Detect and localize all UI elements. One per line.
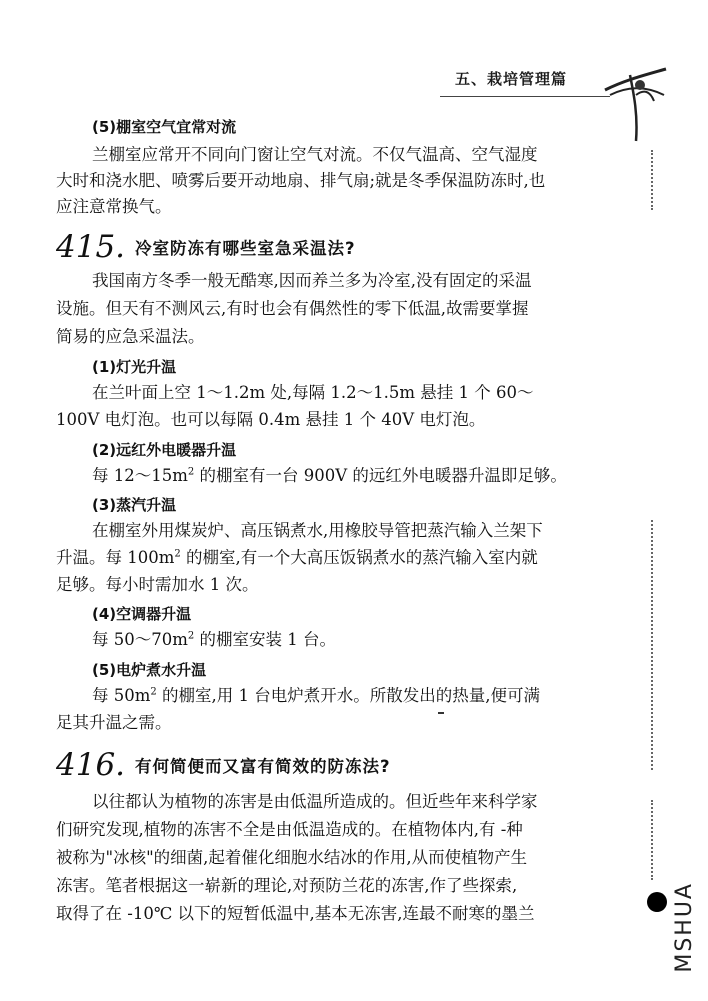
paragraph-line: 取得了在 -10℃ 以下的短暂低温中,基本无冻害,连最不耐寒的墨兰 [56, 904, 535, 923]
subheading: (2)远红外电暖器升温 [92, 441, 237, 459]
margin-dot [647, 892, 667, 912]
question-title: 有何简便而又富有简效的防冻法? [135, 757, 391, 776]
paragraph-line: 每 $50\sim 70m^2$ 的棚室安装 1 台。 [92, 630, 336, 649]
paragraph-line: 应注意常换气。 [56, 197, 172, 216]
subheading: (3)蒸汽升温 [92, 496, 177, 514]
subheading: (4)空调器升温 [92, 605, 192, 623]
question-heading [56, 747, 391, 781]
paragraph-line: 升温。每 $100m^2$ 的棚室,有一个大高压饭锅煮水的蒸汽输入室内就 [56, 548, 538, 567]
paragraph-line: 设施。但天有不测风云,有时也会有偶然性的零下低温,故需要掌握 [56, 299, 529, 318]
question-number: 416. [56, 747, 126, 783]
paragraph-line: 在棚室外用煤炭炉、高压锅煮水,用橡胶导管把蒸汽输入兰架下 [92, 521, 543, 540]
paragraph-line: 冻害。笔者根据这一崭新的理论,对预防兰花的冻害,作了些探索, [56, 876, 518, 895]
header-rule [440, 96, 610, 97]
paragraph-line: 们研究发现,植物的冻害不全是由低温造成的。在植物体内,有 -种 [56, 820, 523, 839]
margin-dotted-rule [651, 150, 653, 210]
paragraph-line: 被称为"冰核"的细菌,起着催化细胞水结冰的作用,从而使植物产生 [56, 848, 528, 867]
paragraph-line: 大时和浇水肥、喷雾后要开动地扇、排气扇;就是冬季保温防冻时,也 [56, 171, 546, 190]
subheading: (5)棚室空气宜常对流 [92, 118, 237, 136]
stray-mark [438, 712, 444, 714]
paragraph-line: 在兰叶面上空 1～1.2m 处,每隔 1.2～1.5m 悬挂 1 个 60～ [92, 383, 534, 402]
paragraph-line: 以往都认为植物的冻害是由低温所造成的。但近些年来科学家 [92, 792, 538, 811]
margin-dotted-rule [651, 520, 653, 770]
paragraph-line: 我国南方冬季一般无酷寒,因而养兰多为冷室,没有固定的采温 [92, 271, 532, 290]
running-header: 五、栽培管理篇 [455, 70, 568, 88]
paragraph-line: 每 $50m^2$ 的棚室,用 1 台电炉煮开水。所散发出的热量,便可满 [92, 686, 540, 705]
question-number: 415. [56, 229, 126, 265]
question-title: 冷室防冻有哪些室急采温法? [135, 239, 356, 258]
paragraph-line: 简易的应急采温法。 [56, 327, 205, 346]
subheading: (1)灯光升温 [92, 358, 177, 376]
side-watermark: MSHUA [672, 882, 697, 973]
paragraph-line: 100V 电灯泡。也可以每隔 0.4m 悬挂 1 个 40V 电灯泡。 [56, 410, 486, 429]
question-heading [56, 229, 356, 263]
margin-dotted-rule [651, 800, 653, 880]
subheading: (5)电炉煮水升温 [92, 661, 207, 679]
paragraph-line: 每 $12\sim 15m^2$ 的棚室有一台 900V 的远红外电暖器升温即足够。 [92, 466, 567, 485]
paragraph-line: 足其升温之需。 [56, 713, 172, 732]
paragraph-line: 足够。每小时需加水 1 次。 [56, 575, 259, 594]
paragraph-line: 兰棚室应常开不同向门窗让空气对流。不仅气温高、空气湿度 [92, 145, 538, 164]
